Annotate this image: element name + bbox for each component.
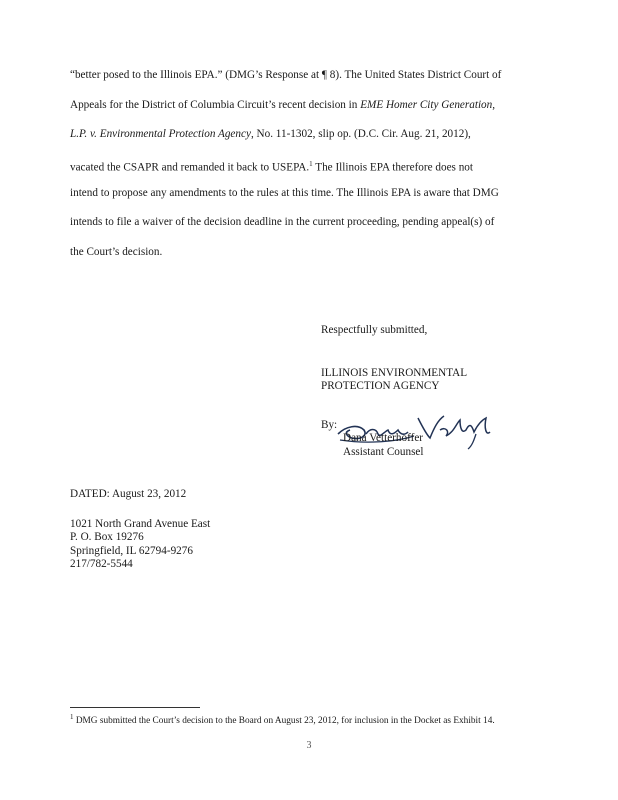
respectfully-submitted: Respectfully submitted, xyxy=(321,324,428,336)
footnote-divider xyxy=(70,707,200,708)
agency-name-line-2: PROTECTION AGENCY xyxy=(321,380,440,392)
by-label: By: xyxy=(321,419,338,431)
text-run: Appeals for the District of Columbia Circuit’s recent decision in xyxy=(70,99,361,111)
body-line-6 xyxy=(70,215,494,229)
body-line-4 xyxy=(70,157,473,175)
signer-title: Assistant Counsel xyxy=(343,446,424,458)
footnote-text: DMG submitted the Court’s decision to the Board on August 23, 2012, for inclusion in the Docket as Exhibit 14. xyxy=(73,716,495,727)
dated-line: DATED: August 23, 2012 xyxy=(70,488,187,500)
text-run: the Court’s decision. xyxy=(70,246,163,258)
text-run: intend to propose any amendments to the rules at this time. The Illinois EPA is aware that DMG xyxy=(70,187,499,199)
text-run: “better posed to the Illinois EPA.” (DMG’s Response at ¶ 8). The United States District Court of xyxy=(70,69,502,81)
body-line-5 xyxy=(70,186,499,200)
case-citation: L.P. v. Environmental Protection Agency xyxy=(70,128,251,140)
body-line-7 xyxy=(70,245,162,259)
footnote xyxy=(70,713,495,726)
agency-name-line-1: ILLINOIS ENVIRONMENTAL xyxy=(321,367,468,379)
signer-name: Dana Vetterhoffer xyxy=(343,432,424,444)
address-po-box: P. O. Box 19276 xyxy=(70,531,144,543)
text-run: , No. 11-1302, slip op. (D.C. Cir. Aug. 21, 2012), xyxy=(250,128,471,140)
address-phone: 217/782-5544 xyxy=(70,558,133,570)
body-line-1 xyxy=(70,68,501,82)
text-run: vacated the CSAPR and remanded it back to USEPA. xyxy=(70,161,310,174)
body-line-3 xyxy=(70,127,471,141)
body-line-2 xyxy=(70,98,495,112)
address-city: Springfield, IL 62794-9276 xyxy=(70,545,193,557)
text-run: intends to file a waiver of the decision deadline in the current proceeding, pending appeal(s) of xyxy=(70,216,495,228)
text-run: The Illinois EPA therefore does not xyxy=(312,161,473,174)
footnote-reference: 1 xyxy=(309,160,313,168)
case-citation: EME Homer City Generation, xyxy=(360,99,496,111)
footnote-marker: 1 xyxy=(70,713,74,721)
page-number: 3 xyxy=(306,740,312,751)
address-street: 1021 North Grand Avenue East xyxy=(70,518,211,530)
